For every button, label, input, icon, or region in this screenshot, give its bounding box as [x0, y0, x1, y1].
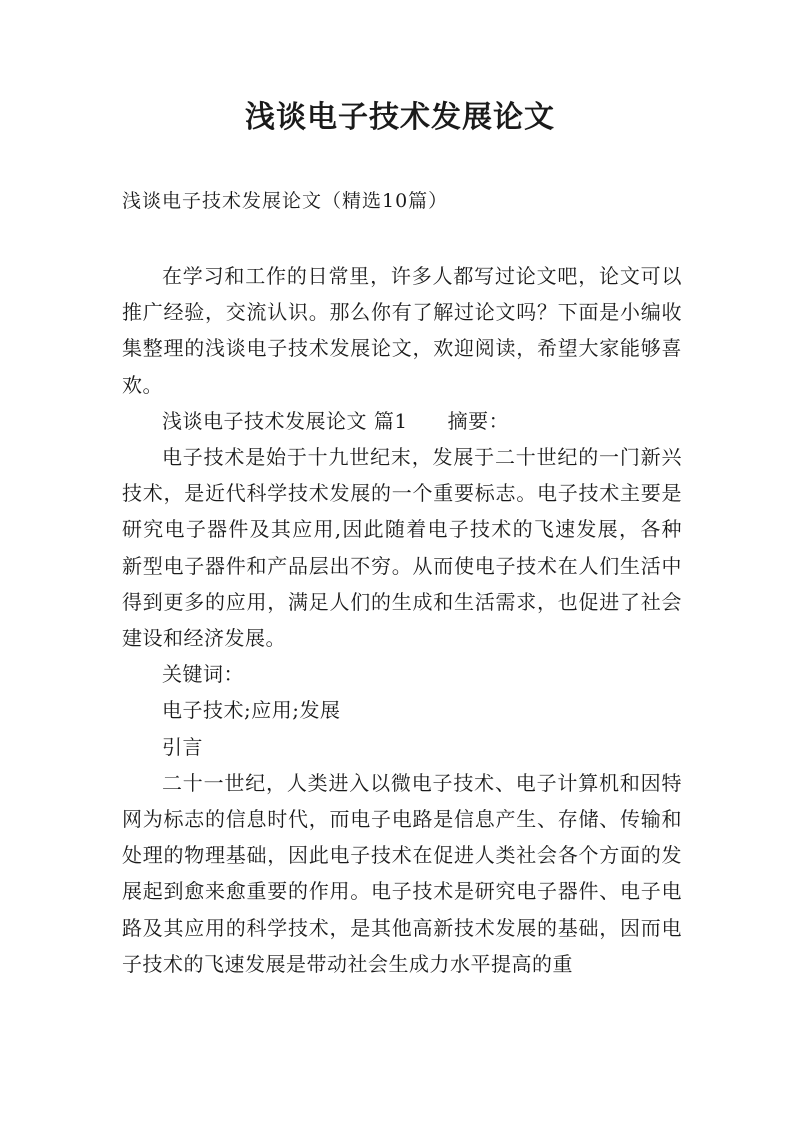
abstract-label: 摘要：	[447, 408, 510, 433]
article-heading: 浅谈电子技术发展论文 篇1	[162, 408, 408, 433]
document-subtitle: 浅谈电子技术发展论文（精选10篇）	[122, 190, 449, 212]
intro-section-heading: 引言	[162, 734, 203, 759]
keywords-label: 关键词：	[162, 662, 244, 687]
document-body	[122, 258, 682, 982]
document-title: 浅谈电子技术发展论文	[245, 100, 555, 135]
article-heading-line	[122, 403, 682, 439]
keywords-list: 电子技术;应用;发展	[162, 698, 341, 723]
intro-paragraph: 在学习和工作的日常里，许多人都写过论文吧，论文可以推广经验，交流认识。那么你有了解过论文吗？下面是小编收集整理的浅谈电子技术发展论文，欢迎阅读，希望大家能够喜欢。	[122, 264, 682, 397]
intro-section-paragraph: 二十一世纪，人类进入以微电子技术、电子计算机和因特网为标志的信息时代，而电子电路是信息产生、存储、传输和处理的物理基础，因此电子技术在促进人类社会各个方面的发展起到愈来愈重要的作用。电子技术是研究电子器件、电子电路及其应用的科学技术，是其他高新技术发展的基础，因而电子技术的飞速发展是带动社会生成力水平提高的重	[122, 770, 682, 976]
abstract-paragraph: 电子技术是始于十九世纪末，发展于二十世纪的一门新兴技术，是近代科学技术发展的一个重要标志。电子技术主要是研究电子器件及其应用,因此随着电子技术的飞速发展，各种新型电子器件和产品层出不穷。从而使电子技术在人们生活中得到更多的应用，满足人们的生成和生活需求，也促进了社会建设和经济发展。	[122, 445, 682, 651]
